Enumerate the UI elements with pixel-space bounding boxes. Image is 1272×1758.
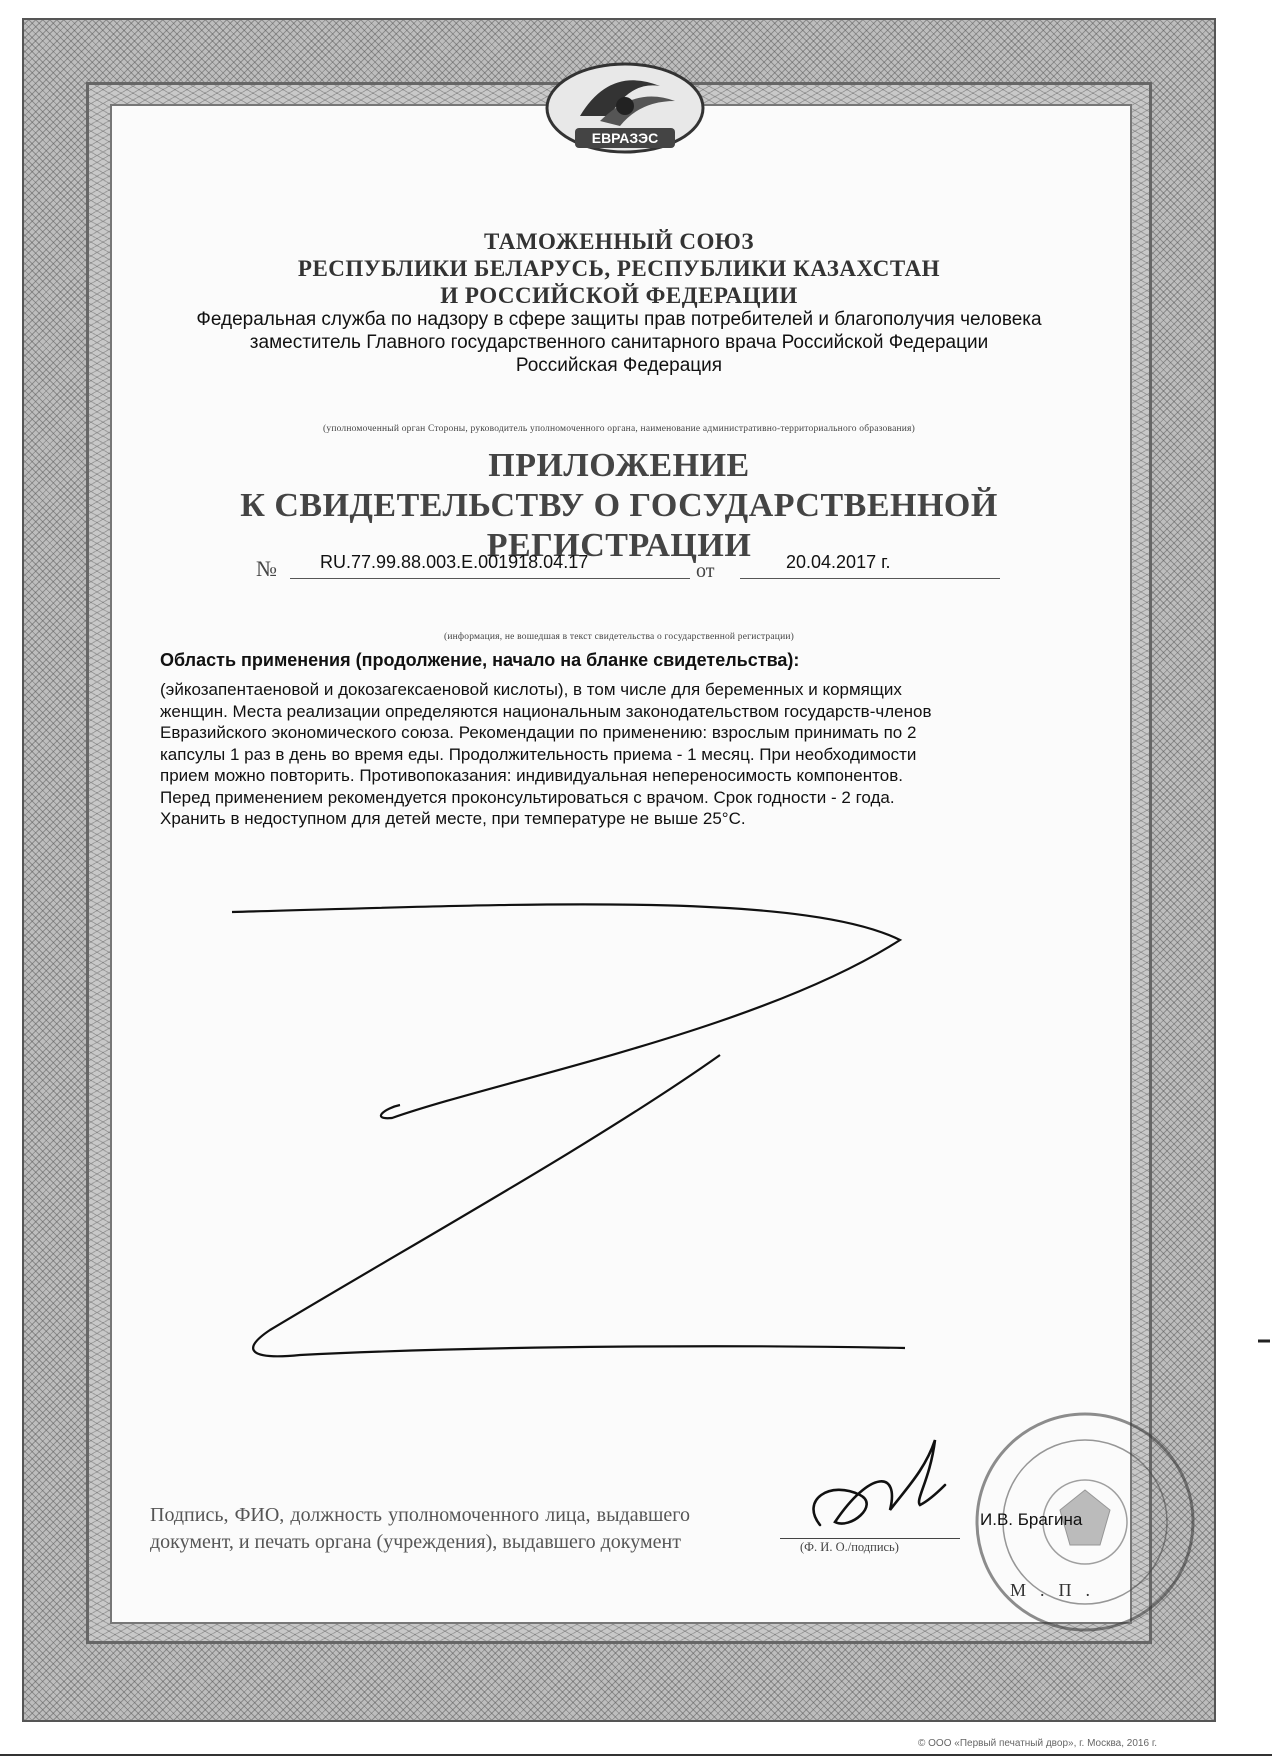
- number-sign: №: [256, 556, 277, 581]
- annex-title-line-2: К СВИДЕТЕЛЬСТВУ О ГОСУДАРСТВЕННОЙ РЕГИСТРАЦИИ: [240, 487, 998, 564]
- scope-line-5: прием можно повторить. Противопоказания: индивидуальная непереносимость компонентов.: [160, 766, 903, 785]
- registration-date: 20.04.2017 г.: [786, 552, 891, 572]
- logo-text: ЕВРАЗЭС: [591, 130, 659, 146]
- z-strike-line: [232, 904, 900, 1118]
- scope-line-6: Перед применением рекомендуется проконсультироваться с врачом. Срок годности - 2 года.: [160, 787, 895, 807]
- annex-title-line-1: ПРИЛОЖЕНИЕ: [488, 447, 750, 484]
- union-line-1: ТАМОЖЕННЫЙ СОЮЗ: [484, 229, 754, 254]
- signatory-name: И.В. Брагина: [980, 1510, 1083, 1529]
- scope-line-4: капсулы 1 раз в день во время еды. Продолжительность приема - 1 месяц. При необходимости: [160, 744, 917, 764]
- signature-underline: [780, 1538, 960, 1539]
- handwritten-signature: [814, 1440, 945, 1525]
- authority-note: (уполномоченный орган Стороны, руководитель уполномоченного органа, наименование административно-территориального образования): [323, 424, 915, 434]
- registration-note: (информация, не вошедшая в текст свидетельства о государственной регистрации): [443, 632, 795, 642]
- signature-instruction: Подпись, ФИО, должность уполномоченного лица, выдавшего документ, и печать органа (учреждения), выдавшего документ: [150, 1504, 690, 1553]
- union-line-2: РЕСПУБЛИКИ БЕЛАРУСЬ, РЕСПУБЛИКИ КАЗАХСТАН: [297, 256, 941, 281]
- scope-line-3: Евразийского экономического союза. Рекомендации по применению: взрослым принимать по 2: [160, 723, 917, 742]
- scan-bottom-edge: [0, 1754, 1272, 1756]
- authority-line-2: заместитель Главного государственного санитарного врача Российской Федерации: [249, 332, 989, 353]
- scope-line-2: женщин. Места реализации определяются национальным законодательством государств-членов: [160, 701, 932, 721]
- registration-number: RU.77.99.88.003.E.001918.04.17: [320, 552, 589, 572]
- seal-place-label: М.П.: [1010, 1580, 1105, 1600]
- authority-line-3: Российская Федерация: [515, 355, 723, 376]
- scope-heading: Область применения (продолжение, начало на бланке свидетельства):: [160, 650, 800, 670]
- z-diagonal-line: [253, 1055, 905, 1356]
- scope-line-1: (эйкозапентаеновой и докозагексаеновой кислоты), в том числе для беременных и кормящих: [160, 680, 902, 699]
- printer-footer: © ООО «Первый печатный двор», г. Москва, 2016 г.: [918, 1738, 1158, 1749]
- union-line-3: И РОССИЙСКОЙ ФЕДЕРАЦИИ: [440, 283, 798, 308]
- authority-line-1: Федеральная служба по надзору в сфере защиты прав потребителей и благополучия человека: [196, 309, 1042, 330]
- signature-caption: (Ф. И. О./подпись): [800, 1540, 899, 1554]
- from-label: от: [696, 560, 715, 582]
- scope-line-7: Хранить в недоступном для детей месте, при температуре не выше 25°С.: [160, 809, 746, 828]
